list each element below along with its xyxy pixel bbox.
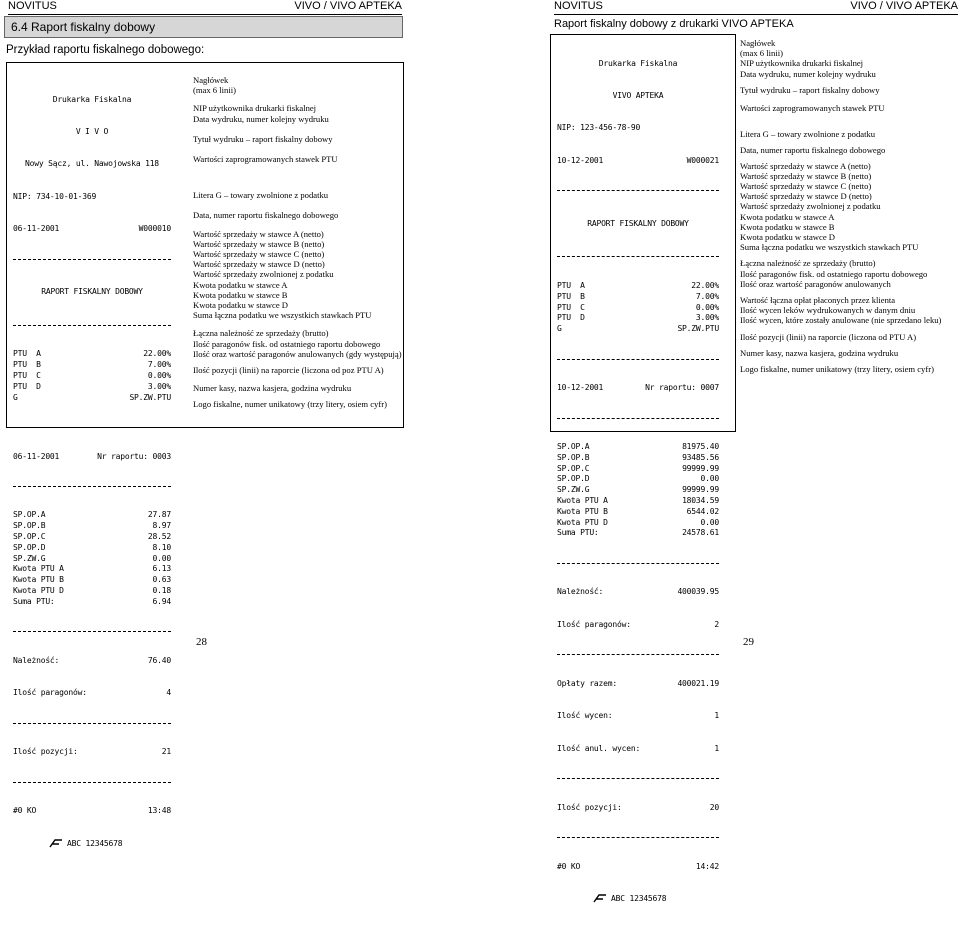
desc-line: Wartość łączna opłat płaconych przez klienta bbox=[740, 295, 896, 306]
example-title: Przykład raportu fiskalnego dobowego: bbox=[6, 44, 205, 56]
receipt-separator bbox=[13, 325, 171, 326]
desc-line: Wartość sprzedaży w stawce A (netto) bbox=[193, 228, 324, 239]
receipt-row-label: G bbox=[13, 392, 18, 402]
receipt-row-value: 3.00% bbox=[147, 381, 171, 391]
receipt-date: 10-12-2001 bbox=[557, 155, 604, 165]
receipt-row-label: PTU A bbox=[557, 280, 585, 290]
desc-line: Kwota podatku w stawce D bbox=[193, 300, 288, 311]
receipt-row bbox=[557, 485, 719, 496]
desc-line: NIP użytkownika drukarki fiskalnej bbox=[193, 103, 317, 114]
desc-line: (max 6 linii) bbox=[740, 48, 783, 59]
receipt-row-value: 99999.99 bbox=[682, 485, 719, 495]
receipt-row bbox=[13, 575, 171, 586]
left-page bbox=[0, 0, 410, 848]
desc-line: Logo fiskalne, numer unikatowy (trzy litery, osiem cyfr) bbox=[193, 399, 387, 410]
receipt-total-label: Należność: bbox=[13, 655, 60, 665]
desc-line: Ilość wycen, które zostały anulowane (nie sprzedano leku) bbox=[740, 315, 942, 326]
receipt-sales-list bbox=[13, 510, 171, 607]
desc-line: Suma łączna podatku we wszystkich stawkach PTU bbox=[740, 242, 919, 253]
receipt-descriptions bbox=[740, 38, 941, 374]
receipt-row-label: Kwota PTU B bbox=[557, 506, 608, 516]
receipt-row bbox=[13, 564, 171, 575]
desc-line: Nagłówek bbox=[740, 38, 776, 48]
desc-line: Data wydruku, numer kolejny wydruku bbox=[740, 68, 876, 79]
receipt-separator bbox=[557, 563, 719, 564]
desc-line: Wartości zaprogramowanych stawek PTU bbox=[193, 154, 338, 165]
receipt-row bbox=[557, 281, 719, 292]
receipt-row bbox=[13, 597, 171, 608]
desc-line: Data wydruku, numer kolejny wydruku bbox=[193, 113, 329, 124]
receipt-row-value: 0.63 bbox=[152, 575, 171, 585]
desc-line: Numer kasy, nazwa kasjera, godzina wydruku bbox=[740, 347, 899, 358]
receipt-positions-value: 21 bbox=[161, 747, 171, 757]
desc-line: Data, numer raportu fiskalnego dobowego bbox=[740, 145, 886, 156]
receipt-row-value: 22.00% bbox=[143, 349, 171, 359]
receipt-separator bbox=[557, 418, 719, 419]
receipt-report-date: 10-12-2001 bbox=[557, 383, 604, 393]
receipt-count-value: 2 bbox=[714, 619, 719, 629]
receipt-row bbox=[13, 349, 171, 360]
receipt-separator bbox=[13, 723, 171, 724]
desc-line: Litera G – towary zwolnione z podatku bbox=[193, 190, 329, 201]
receipt-row-value: 8.97 bbox=[152, 521, 171, 531]
section-title: Raport fiskalny dobowy z drukarki VIVO APTEKA bbox=[554, 18, 794, 30]
receipt-row-label: SP.OP.A bbox=[13, 510, 46, 520]
desc-line: NIP użytkownika drukarki fiskalnej bbox=[740, 58, 864, 69]
desc-line: Łączna należność ze sprzedaży (brutto) bbox=[193, 328, 329, 339]
receipt-report-date: 06-11-2001 bbox=[13, 451, 60, 461]
receipt-separator bbox=[557, 654, 719, 655]
receipt-row bbox=[557, 313, 719, 324]
receipt-positions-label: Ilość pozycji: bbox=[13, 747, 78, 757]
fiscal-logo-icon bbox=[49, 839, 63, 848]
receipt-positions-value: 20 bbox=[709, 802, 719, 812]
desc-line: Kwota podatku w stawce A bbox=[193, 279, 288, 290]
receipt-date: 06-11-2001 bbox=[13, 224, 60, 234]
desc-line: Kwota podatku w stawce A bbox=[740, 211, 835, 222]
desc-line: Tytuł wydruku – raport fiskalny dobowy bbox=[740, 84, 880, 95]
receipt-row-value: 28.52 bbox=[147, 532, 171, 542]
receipt-header-line: Drukarka Fiskalna bbox=[52, 94, 132, 104]
receipt-row-value: 0.00% bbox=[147, 370, 171, 380]
receipt-total-value: 76.40 bbox=[147, 655, 171, 665]
desc-line: Kwota podatku w stawce D bbox=[740, 232, 835, 243]
receipt-nip: NIP: 123-456-78-90 bbox=[557, 123, 641, 133]
receipt-row bbox=[557, 303, 719, 314]
receipt-row-label: PTU D bbox=[557, 313, 585, 323]
desc-line: Wartość sprzedaży w stawce C (netto) bbox=[740, 181, 872, 192]
receipt-row-label: Suma PTU: bbox=[557, 528, 599, 538]
receipt-row-label: PTU C bbox=[13, 370, 41, 380]
receipt-row bbox=[557, 528, 719, 539]
receipt-row-label: PTU D bbox=[13, 381, 41, 391]
receipt-row-label: PTU B bbox=[13, 360, 41, 370]
desc-line: Wartości zaprogramowanych stawek PTU bbox=[740, 103, 885, 114]
receipt-row bbox=[557, 496, 719, 507]
desc-line: Kwota podatku w stawce B bbox=[740, 221, 835, 232]
receipt-total-label: Należność: bbox=[557, 587, 604, 597]
receipt-row-value: 7.00% bbox=[695, 291, 719, 301]
receipt-row-value: 8.10 bbox=[152, 542, 171, 552]
receipt-row bbox=[13, 543, 171, 554]
receipt-row bbox=[13, 510, 171, 521]
desc-line: (max 6 linii) bbox=[193, 85, 236, 96]
right-page bbox=[550, 0, 960, 903]
receipt-separator bbox=[557, 190, 719, 191]
receipt-row bbox=[13, 371, 171, 382]
receipt-header-line: VIVO APTEKA bbox=[612, 90, 664, 100]
example-frame bbox=[6, 62, 404, 848]
receipt-row-label: Kwota PTU B bbox=[13, 575, 64, 585]
page-header bbox=[8, 0, 402, 15]
receipt-report-no: 0007 bbox=[700, 383, 719, 393]
receipt-row-value: 0.00 bbox=[700, 517, 719, 527]
receipt-row-label: SP.OP.D bbox=[557, 474, 590, 484]
receipt-row-value: 7.00% bbox=[147, 360, 171, 370]
header-brand: NOVITUS bbox=[554, 0, 603, 12]
receipt-valuations-value: 1 bbox=[714, 711, 719, 721]
receipt-unique-no: W000010 bbox=[138, 224, 171, 234]
receipt-row-value: 3.00% bbox=[695, 313, 719, 323]
example-frame bbox=[550, 34, 736, 903]
desc-line: Litera G – towary zwolnione z podatku bbox=[740, 129, 876, 140]
receipt-logo-code: ABC 12345678 bbox=[67, 838, 123, 848]
receipt-nip: NIP: 734-10-01-369 bbox=[13, 191, 97, 201]
receipt-row-label: SP.ZW.G bbox=[557, 485, 590, 495]
receipt-descriptions bbox=[193, 75, 402, 410]
receipt-separator bbox=[13, 427, 171, 428]
receipt-row bbox=[557, 442, 719, 453]
header-model: VIVO / VIVO APTEKA bbox=[850, 0, 958, 12]
desc-line: Ilość oraz wartość paragonów anulowanych (gdy występują) bbox=[193, 348, 402, 359]
desc-line: Wartość sprzedaży w stawce B (netto) bbox=[740, 170, 872, 181]
receipt-row bbox=[13, 554, 171, 565]
receipt-row-label: Kwota PTU D bbox=[13, 586, 64, 596]
receipt-header-line: V I V O bbox=[75, 126, 109, 136]
receipt-row-value: 81975.40 bbox=[682, 442, 719, 452]
receipt-row-label: PTU B bbox=[557, 291, 585, 301]
receipt-row-label: Kwota PTU D bbox=[557, 517, 608, 527]
receipt-ptu-list bbox=[557, 281, 719, 335]
receipt-row-value: 93485.56 bbox=[682, 452, 719, 462]
receipt-row bbox=[557, 518, 719, 529]
receipt-report-label: Nr raportu: bbox=[97, 451, 148, 461]
receipt-positions-label: Ilość pozycji: bbox=[557, 802, 622, 812]
receipt-report-label: Nr raportu: bbox=[645, 383, 696, 393]
receipt-row bbox=[557, 453, 719, 464]
receipt-count-label: Ilość paragonów: bbox=[557, 619, 631, 629]
receipt-row bbox=[13, 393, 171, 404]
receipt-separator bbox=[13, 631, 171, 632]
receipt-row-label: SP.OP.A bbox=[557, 442, 590, 452]
receipt-fees-value: 400021.19 bbox=[677, 678, 719, 688]
section-title: 6.4 Raport fiskalny dobowy bbox=[4, 16, 403, 38]
receipt-row bbox=[557, 292, 719, 303]
header-brand: NOVITUS bbox=[8, 0, 57, 12]
receipt-header-line: Drukarka Fiskalna bbox=[598, 58, 678, 68]
desc-line: Wartość sprzedaży w stawce C (netto) bbox=[193, 249, 325, 260]
receipt-time: 13:48 bbox=[147, 806, 171, 816]
receipt-row-label: Kwota PTU A bbox=[13, 564, 64, 574]
desc-line: Numer kasy, nazwa kasjera, godzina wydruku bbox=[193, 383, 352, 394]
receipt-row bbox=[557, 507, 719, 518]
receipt-row bbox=[13, 382, 171, 393]
receipt-row-value: 6.94 bbox=[152, 596, 171, 606]
receipt-report-no: 0003 bbox=[152, 451, 171, 461]
receipt-row-label: SP.OP.C bbox=[13, 532, 46, 542]
receipt-title: RAPORT FISKALNY DOBOWY bbox=[41, 287, 143, 297]
receipt-row bbox=[13, 532, 171, 543]
receipt-row-label: PTU C bbox=[557, 302, 585, 312]
receipt-row bbox=[557, 464, 719, 475]
desc-line: Ilość paragonów fisk. od ostatniego raportu dobowego bbox=[740, 268, 928, 279]
receipt-logo-code: ABC 12345678 bbox=[611, 893, 667, 903]
receipt-row bbox=[13, 521, 171, 532]
desc-line: Łączna należność ze sprzedaży (brutto) bbox=[740, 258, 876, 269]
receipt-unique-no: W000021 bbox=[686, 155, 719, 165]
desc-line: Logo fiskalne, numer unikatowy (trzy litery, osiem cyfr) bbox=[740, 364, 934, 375]
page-header bbox=[554, 0, 958, 15]
receipt-time: 14:42 bbox=[695, 861, 719, 871]
receipt-row-value: 6544.02 bbox=[686, 506, 719, 516]
receipt-sales-list bbox=[557, 442, 719, 539]
receipt-row-label: G bbox=[557, 324, 562, 334]
receipt-row-value: 24578.61 bbox=[682, 528, 719, 538]
receipt-separator bbox=[557, 359, 719, 360]
receipt-cancelled-label: Ilość anul. wycen: bbox=[557, 743, 641, 753]
receipt-separator bbox=[13, 486, 171, 487]
desc-line: Wartość sprzedaży w stawce A (netto) bbox=[740, 160, 871, 171]
desc-line: Wartość sprzedaży w stawce D (netto) bbox=[193, 259, 325, 270]
desc-line: Data, numer raportu fiskalnego dobowego bbox=[193, 210, 339, 221]
page-number: 29 bbox=[743, 636, 754, 648]
receipt-separator bbox=[13, 259, 171, 260]
receipt-row-label: Kwota PTU A bbox=[557, 496, 608, 506]
desc-line: Wartość sprzedaży zwolnionej z podatku bbox=[740, 201, 881, 212]
receipt-cancelled-value: 1 bbox=[714, 743, 719, 753]
receipt-row-value: 0.18 bbox=[152, 586, 171, 596]
receipt-row bbox=[13, 586, 171, 597]
fiscal-receipt bbox=[557, 37, 719, 926]
desc-line: Ilość oraz wartość paragonów anulowanych bbox=[740, 278, 891, 289]
receipt-ptu-list bbox=[13, 349, 171, 403]
receipt-count-label: Ilość paragonów: bbox=[13, 688, 87, 698]
desc-line: Wartość sprzedaży w stawce D (netto) bbox=[740, 191, 872, 202]
receipt-row-label: PTU A bbox=[13, 349, 41, 359]
receipt-cashier: #0 KO bbox=[13, 806, 37, 816]
receipt-separator bbox=[557, 837, 719, 838]
receipt-title: RAPORT FISKALNY DOBOWY bbox=[587, 218, 689, 228]
receipt-row-label: SP.OP.C bbox=[557, 463, 590, 473]
receipt-row-value: 18034.59 bbox=[682, 496, 719, 506]
receipt-row-value: 6.13 bbox=[152, 564, 171, 574]
receipt-row-value: 0.00% bbox=[695, 302, 719, 312]
receipt-cashier: #0 KO bbox=[557, 861, 581, 871]
receipt-row-value: SP.ZW.PTU bbox=[677, 324, 719, 334]
receipt-separator bbox=[13, 782, 171, 783]
desc-line: Nagłówek bbox=[193, 75, 229, 85]
receipt-row bbox=[557, 324, 719, 335]
receipt-row-label: SP.OP.B bbox=[557, 452, 590, 462]
desc-line: Kwota podatku w stawce B bbox=[193, 289, 288, 300]
receipt-count-value: 4 bbox=[166, 688, 171, 698]
receipt-row-label: Suma PTU: bbox=[13, 596, 55, 606]
receipt-row bbox=[557, 474, 719, 485]
receipt-separator bbox=[557, 256, 719, 257]
desc-line: Wartość sprzedaży zwolnionej z podatku bbox=[193, 269, 334, 280]
receipt-valuations-label: Ilość wycen: bbox=[557, 711, 613, 721]
desc-line: Ilość paragonów fisk. od ostatniego raportu dobowego bbox=[193, 338, 381, 349]
page-number: 28 bbox=[196, 636, 207, 648]
receipt-row-value: 0.00 bbox=[152, 553, 171, 563]
desc-line: Ilość pozycji (linii) na raporcie (liczona od PTU A) bbox=[740, 331, 917, 342]
receipt-total-value: 400039.95 bbox=[677, 587, 719, 597]
receipt-row bbox=[13, 360, 171, 371]
receipt-header-line: Nowy Sącz, ul. Nawojowska 118 bbox=[25, 159, 159, 169]
receipt-separator bbox=[557, 778, 719, 779]
header-model: VIVO / VIVO APTEKA bbox=[294, 0, 402, 12]
receipt-fees-label: Opłaty razem: bbox=[557, 678, 618, 688]
receipt-row-value: 0.00 bbox=[700, 474, 719, 484]
fiscal-logo-icon bbox=[593, 894, 607, 903]
desc-line: Suma łączna podatku we wszystkich stawkach PTU bbox=[193, 310, 372, 321]
receipt-row-label: SP.OP.D bbox=[13, 542, 46, 552]
desc-line: Wartość sprzedaży w stawce B (netto) bbox=[193, 238, 325, 249]
desc-line: Tytuł wydruku – raport fiskalny dobowy bbox=[193, 133, 333, 144]
receipt-row-value: 27.87 bbox=[147, 510, 171, 520]
receipt-row-value: SP.ZW.PTU bbox=[129, 392, 171, 402]
receipt-row-value: 99999.99 bbox=[682, 463, 719, 473]
desc-line: Ilość pozycji (linii) na raporcie (liczona od poz PTU A) bbox=[193, 365, 384, 376]
fiscal-receipt bbox=[13, 73, 171, 871]
receipt-row-label: SP.ZW.G bbox=[13, 553, 46, 563]
receipt-row-value: 22.00% bbox=[691, 280, 719, 290]
desc-line: Ilość wycen leków wydrukowanych w danym dniu bbox=[740, 305, 916, 316]
receipt-row-label: SP.OP.B bbox=[13, 521, 46, 531]
